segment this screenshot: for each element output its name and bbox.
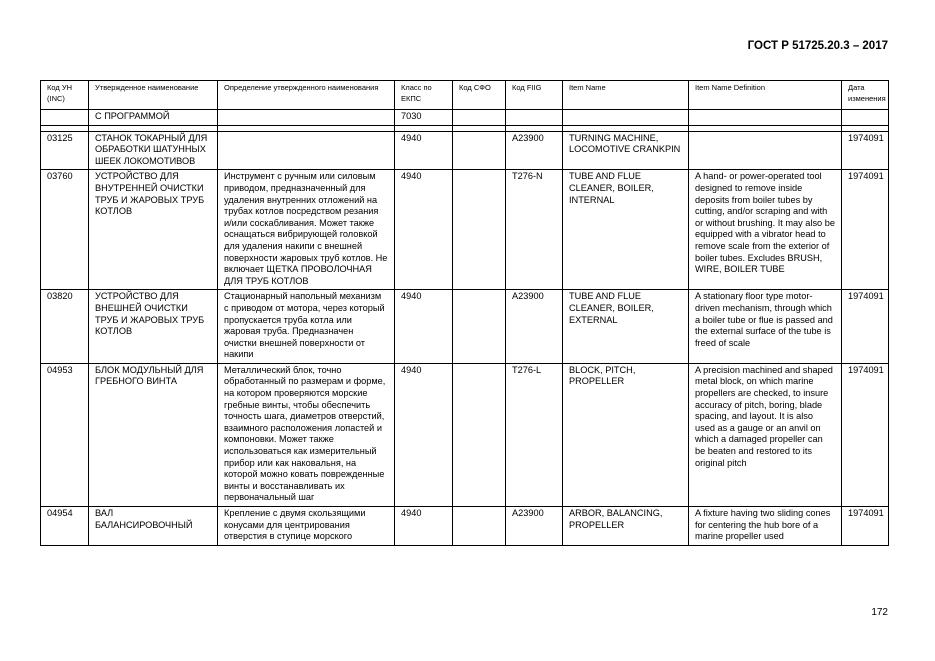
cell-inc: 04953: [41, 363, 89, 506]
cell-inc: 03820: [41, 290, 89, 364]
cell-item-def: A fixture having two sliding cones for centering the hub bore of a marine propeller used: [689, 507, 842, 546]
cell-sfo: [453, 290, 506, 364]
table-row: [41, 507, 889, 546]
cell-sfo: [453, 507, 506, 546]
cell-class: 4940: [395, 170, 453, 290]
cell-fiig: A23900: [506, 290, 563, 364]
cell-name: ВАЛ БАЛАНСИРОВОЧНЫЙ: [89, 507, 218, 546]
cell-definition: [218, 131, 395, 170]
cell-name: С ПРОГРАММОЙ: [89, 110, 218, 126]
column-header-sfo: Код СФО: [453, 81, 506, 110]
cell-date: 1974091: [842, 363, 889, 506]
cell-date: 1974091: [842, 131, 889, 170]
cell-name: СТАНОК ТОКАРНЫЙ ДЛЯ ОБРАБОТКИ ШАТУННЫХ ШЕЕК ЛОКОМОТИВОВ: [89, 131, 218, 170]
table-row: [41, 290, 889, 364]
cell-fiig: A23900: [506, 507, 563, 546]
column-header-inc: Код УН (INC): [41, 81, 89, 110]
column-header-fiig: Код FIIG: [506, 81, 563, 110]
cell-fiig: A23900: [506, 131, 563, 170]
cell-sfo: [453, 170, 506, 290]
table-row: [41, 363, 889, 506]
cell-sfo: [453, 363, 506, 506]
cell-item-name: TURNING MACHINE, LOCOMOTIVE CRANKPIN: [563, 131, 689, 170]
cell-item-name: BLOCK, PITCH, PROPELLER: [563, 363, 689, 506]
cell-item-def: A stationary floor type motor-driven mechanism, through which a boiler tube or flue is passed and the external surface of the tube is freed of scale: [689, 290, 842, 364]
continuation-row: [41, 110, 889, 126]
cell-item-name: ARBOR, BALANCING, PROPELLER: [563, 507, 689, 546]
cell-definition: Инструмент с ручным или силовым приводом, предназначенный для удаления внутренних отложений на трубах котлов посредством резания и/или соскабливания. Может также оснащаться вибрирующей головкой для удаления накипи с внешней поверхности жаровых труб котлов. Не включает ЩЕТКА ПРОВОЛОЧНАЯ ДЛЯ ТРУБ КОТЛОВ: [218, 170, 395, 290]
table-row: [41, 170, 889, 290]
cell-item-name: TUBE AND FLUE CLEANER, BOILER, EXTERNAL: [563, 290, 689, 364]
cell-class: 4940: [395, 363, 453, 506]
table-header-row: [41, 81, 889, 110]
document-header: ГОСТ Р 51725.20.3 – 2017: [747, 40, 888, 52]
cell-class: 4940: [395, 290, 453, 364]
cell-definition: Стационарный напольный механизм с приводом от мотора, через который пропускается труба котла или жаровая труба. Предназначен очистки внешней поверхности от накипи: [218, 290, 395, 364]
cell-date: 1974091: [842, 290, 889, 364]
column-header-item-def: Item Name Definition: [689, 81, 842, 110]
cell-date: 1974091: [842, 170, 889, 290]
cell-sfo: [453, 131, 506, 170]
cell-name: УСТРОЙСТВО ДЛЯ ВНУТРЕННЕЙ ОЧИСТКИ ТРУБ И ЖАРОВЫХ ТРУБ КОТЛОВ: [89, 170, 218, 290]
classifier-table: [40, 80, 889, 546]
cell-inc: 04954: [41, 507, 89, 546]
cell-class: 7030: [395, 110, 453, 126]
cell-item-def: [689, 131, 842, 170]
cell-class: 4940: [395, 507, 453, 546]
cell-item-def: A precision machined and shaped metal block, on which marine propellers are checked, to insure accuracy of pitch, boring, blade spacing, and layout. It is also used as a gauge or an anvil on which a damaged propeller can be beaten and restored to its original pitch: [689, 363, 842, 506]
cell-class: 4940: [395, 131, 453, 170]
cell-fiig: T276-L: [506, 363, 563, 506]
cell-name: УСТРОЙСТВО ДЛЯ ВНЕШНЕЙ ОЧИСТКИ ТРУБ И ЖАРОВЫХ ТРУБ КОТЛОВ: [89, 290, 218, 364]
column-header-date: Дата изменения: [842, 81, 889, 110]
column-header-definition: Определение утвержденного наименования: [218, 81, 395, 110]
cell-inc: 03760: [41, 170, 89, 290]
column-header-class: Класс по ЕКПС: [395, 81, 453, 110]
column-header-item-name: Item Name: [563, 81, 689, 110]
cell-definition: Металлический блок, точно обработанный по размерам и форме, на котором проверяются морские гребные винты, чтобы обеспечить точность шага, диаметров отверстий, взаимного расположения лопастей и компоновки. Может также использоваться как измерительный прибор или как наковальня, на которой можно ковать поврежденные винты и восстанавливать их первоначальный шаг: [218, 363, 395, 506]
page-number: 172: [871, 607, 888, 618]
cell-fiig: T276-N: [506, 170, 563, 290]
cell-definition: Крепление с двумя скользящими конусами для центрирования отверстия в ступице морского: [218, 507, 395, 546]
cell-inc: 03125: [41, 131, 89, 170]
column-header-name: Утвержденное наименование: [89, 81, 218, 110]
cell-item-def: A hand- or power-operated tool designed to remove inside deposits from boiler tubes by cutting, and/or scraping and with or without brushing. It may also be equipped with a vibrator head to remove scale from the exterior of boiler tubes. Excludes BRUSH, WIRE, BOILER TUBE: [689, 170, 842, 290]
cell-item-name: TUBE AND FLUE CLEANER, BOILER, INTERNAL: [563, 170, 689, 290]
cell-name: БЛОК МОДУЛЬНЫЙ ДЛЯ ГРЕБНОГО ВИНТА: [89, 363, 218, 506]
table-row: [41, 131, 889, 170]
cell-date: 1974091: [842, 507, 889, 546]
